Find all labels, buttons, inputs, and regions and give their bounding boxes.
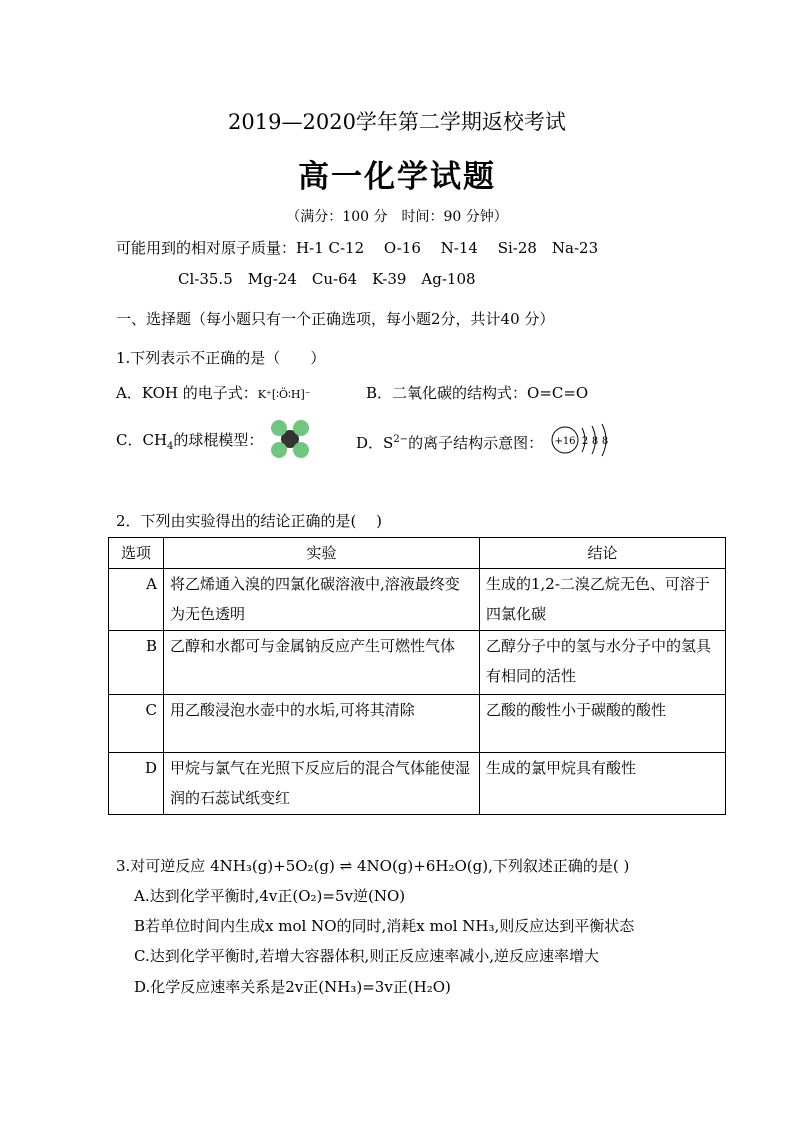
q3-option-d: D.化学反应速率关系是2v正(NH₃)=3v正(H₂O) <box>134 978 451 996</box>
row-conclusion: 乙酸的酸性小于碳酸的酸性 <box>480 695 726 753</box>
row-option: B <box>109 631 164 695</box>
row-conclusion: 生成的1,2-二溴乙烷无色、可溶于四氯化碳 <box>480 569 726 631</box>
q1-option-a <box>116 383 311 405</box>
row-experiment: 用乙酸浸泡水壶中的水垢,可将其清除 <box>164 695 480 753</box>
atomic-mass-line-1 <box>116 238 598 258</box>
row-option: D <box>109 753 164 815</box>
row-option: C <box>109 695 164 753</box>
row-option: A <box>109 569 164 631</box>
q3-option-b: B若单位时间内生成x mol NO的同时,消耗x mol NH₃,则反应达到平衡状态 <box>134 917 635 935</box>
header-option: 选项 <box>109 538 164 569</box>
q2-stem: 2．下列由实验得出的结论正确的是( ) <box>116 512 383 530</box>
exam-title: 2019—2020学年第二学期返校考试 <box>228 110 566 134</box>
q1-option-d <box>356 430 543 453</box>
atomic-mass-values-1: H-1 C-12 O-16 N-14 Si-28 Na-23 <box>296 239 599 257</box>
q3-option-a: A.达到化学平衡时,4v正(O₂)=5v逆(NO) <box>134 887 406 905</box>
q1-option-c-tail: 的球棍模型： <box>173 431 264 449</box>
s2-ion-structure-diagram <box>548 420 614 460</box>
subject-title: 高一化学试题 <box>298 159 496 195</box>
q1-option-d-sup: 2− <box>393 434 409 445</box>
row-conclusion: 生成的氯甲烷具有酸性 <box>480 753 726 815</box>
table-row <box>109 569 726 631</box>
q1-option-c <box>116 430 263 457</box>
q3-stem: 3.对可逆反应 4NH₃(g)+5O₂(g) ⇌ 4NO(g)+6H₂O(g),下列叙述正确的是( ) <box>116 857 630 875</box>
row-experiment: 甲烷与氯气在光照下反应后的混合气体能使湿润的石蕊试纸变红 <box>164 753 480 815</box>
table-row <box>109 753 726 815</box>
s2-nucleus-label: +16 <box>554 436 576 447</box>
q1-option-d-text: D．S <box>356 434 394 452</box>
q1-option-a-text: A．KOH 的电子式： <box>116 384 258 402</box>
s2-shell-3: 8 <box>601 436 609 447</box>
q1-option-d-tail: 的离子结构示意图： <box>408 434 544 452</box>
row-experiment: 将乙烯通入溴的四氯化碳溶液中,溶液最终变为无色透明 <box>164 569 480 631</box>
row-conclusion: 乙醇分子中的氢与水分子中的氢具有相同的活性 <box>480 631 726 695</box>
section-title: 一、选择题（每小题只有一个正确选项，每小题2分，共计40 分） <box>116 310 555 328</box>
q1-option-c-text: C．CH <box>116 431 168 449</box>
header-conclusion: 结论 <box>480 538 726 569</box>
q2-table <box>108 537 726 815</box>
s2-shell-2: 8 <box>591 436 599 447</box>
q3-option-c: C.达到化学平衡时,若增大容器体积,则正反应速率减小,逆反应速率增大 <box>134 947 600 965</box>
koh-electron-formula: K⁺[∶Ö∶H]⁻ <box>257 388 311 401</box>
table-header-row <box>109 538 726 569</box>
table-row <box>109 631 726 695</box>
table-row <box>109 695 726 753</box>
header-experiment: 实验 <box>164 538 480 569</box>
q1-stem: 1.下列表示不正确的是（ ） <box>116 349 326 367</box>
q1-option-b: B．二氧化碳的结构式：O=C=O <box>366 384 589 402</box>
s2-shell-1: 2 <box>581 436 589 447</box>
row-experiment: 乙醇和水都可与金属钠反应产生可燃性气体 <box>164 631 480 695</box>
atomic-mass-values-2: Cl-35.5 Mg-24 Cu-64 K-39 Ag-108 <box>178 270 476 288</box>
exam-info: （满分：100 分 时间：90 分钟） <box>286 209 508 225</box>
q1-option-c-sub: 4 <box>167 441 174 452</box>
ch4-ball-stick-model <box>268 418 312 460</box>
atomic-mass-label: 可能用到的相对原子质量： <box>116 239 297 257</box>
